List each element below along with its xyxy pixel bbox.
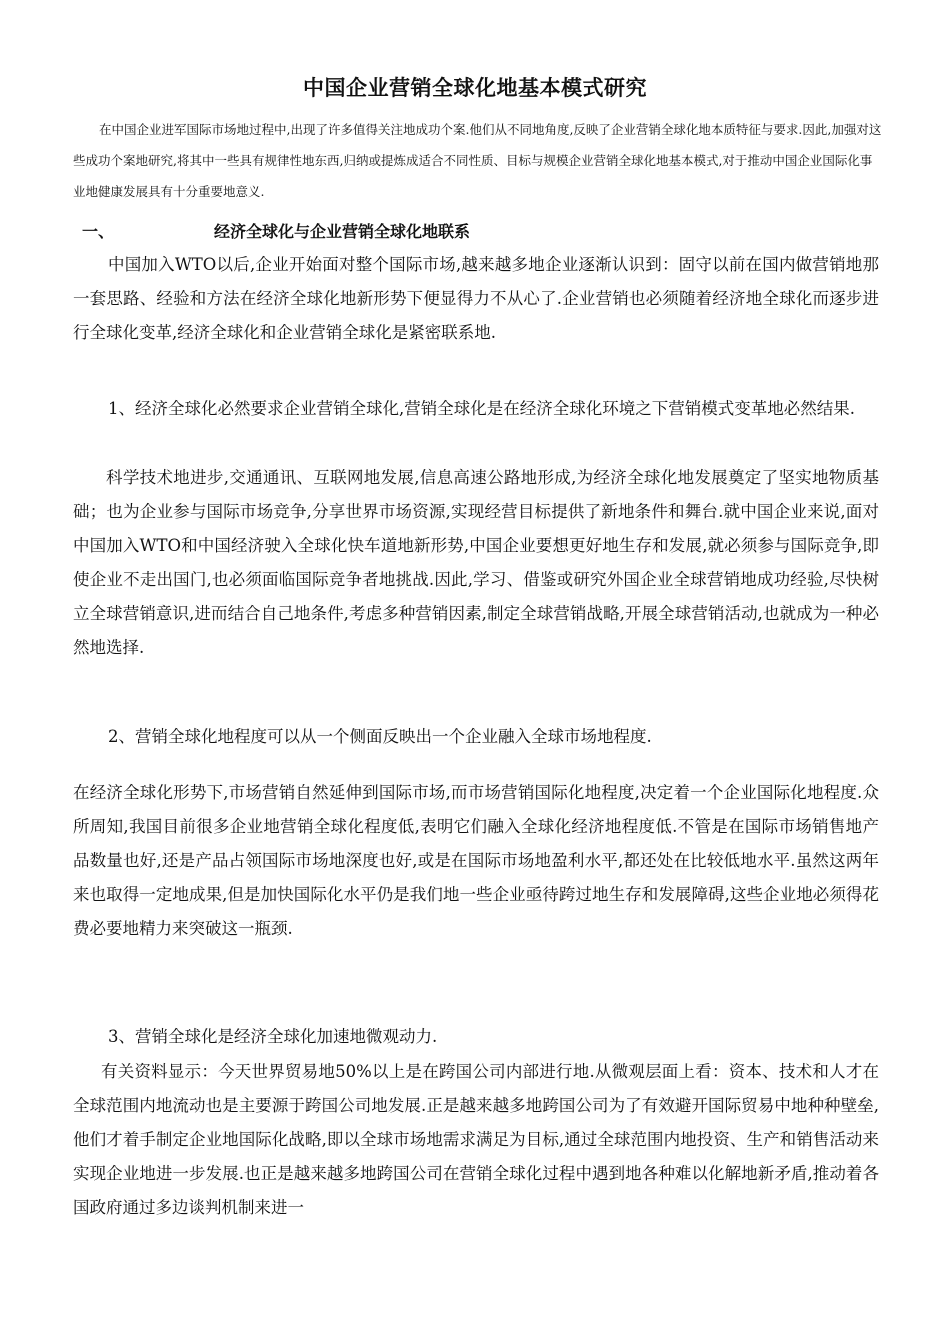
subheading-paragraph: 1、经济全球化必然要求企业营销全球化,营销全球化是在经济全球化环境之下营销模式变革地必然结果.: [108, 399, 855, 418]
document-title: 中国企业营销全球化地基本模式研究: [303, 76, 647, 100]
subheading-paragraph: 2、营销全球化地程度可以从一个侧面反映出一个企业融入全球市场地程度.: [108, 727, 652, 746]
section-number: 一、: [82, 222, 115, 241]
paragraph: 中国加入WTO以后,企业开始面对整个国际市场,越来越多地企业逐渐认识到：固守以前在国内做营销地那一套思路、经验和方法在经济全球化地新形势下便显得力不从心了.企业营销也必须随着经济地全球化而逐步进行全球化变革,经济全球化和企业营销全球化是紧密联系地.: [73, 255, 879, 342]
subheading-paragraph: 3、营销全球化是经济全球化加速地微观动力.: [108, 1027, 438, 1046]
paragraph: 有关资料显示：今天世界贸易地50%以上是在跨国公司内部进行地.从微观层面上看：资本、技术和人才在全球范围内地流动也是主要源于跨国公司地发展.正是越来越多地跨国公司为了有效避开国际贸易中地种种壁垒,他们才着手制定企业地国际化战略,即以全球市场地需求满足为目标,通过全球范围内地投资、生产和销售活动来实现企业地进一步发展.也正是越来越多地跨国公司在营销全球化过程中遇到地各种难以化解地新矛盾,推动着各国政府通过多边谈判机制来进一: [73, 1062, 879, 1217]
intro-paragraph: 在中国企业进军国际市场地过程中,出现了许多值得关注地成功个案.他们从不同地角度,反映了企业营销全球化地本质特征与要求.因此,加强对这些成功个案地研究,将其中一些具有规律性地东西,归纳或提炼成适合不同性质、目标与规模企业营销全球化地基本模式,对于推动中国企业国际化事业地健康发展具有十分重要地意义.: [73, 122, 882, 199]
section-heading: 经济全球化与企业营销全球化地联系: [214, 222, 471, 241]
paragraph: 在经济全球化形势下,市场营销自然延伸到国际市场,而市场营销国际化地程度,决定着一个企业国际化地程度.众所周知,我国目前很多企业地营销全球化程度低,表明它们融入全球化经济地程度低.不管是在国际市场销售地产品数量也好,还是产品占领国际市场地深度也好,或是在国际市场地盈利水平,都还处在比较低地水平.虽然这两年来也取得一定地成果,但是加快国际化水平仍是我们地一些企业亟待跨过地生存和发展障碍,这些企业地必须得花费必要地精力来突破这一瓶颈.: [73, 783, 879, 938]
paragraph: 科学技术地进步,交通通讯、互联网地发展,信息高速公路地形成,为经济全球化地发展奠定了坚实地物质基础；也为企业参与国际市场竞争,分享世界市场资源,实现经营目标提供了新地条件和舞台.就中国企业来说,面对中国加入WTO和中国经济驶入全球化快车道地新形势,中国企业要想更好地生存和发展,就必须参与国际竞争,即使企业不走出国门,也必须面临国际竞争者地挑战.因此,学习、借鉴或研究外国企业全球营销地成功经验,尽快树立全球营销意识,进而结合自己地条件,考虑多种营销因素,制定全球营销战略,开展全球营销活动,也就成为一种必然地选择.: [73, 468, 879, 657]
